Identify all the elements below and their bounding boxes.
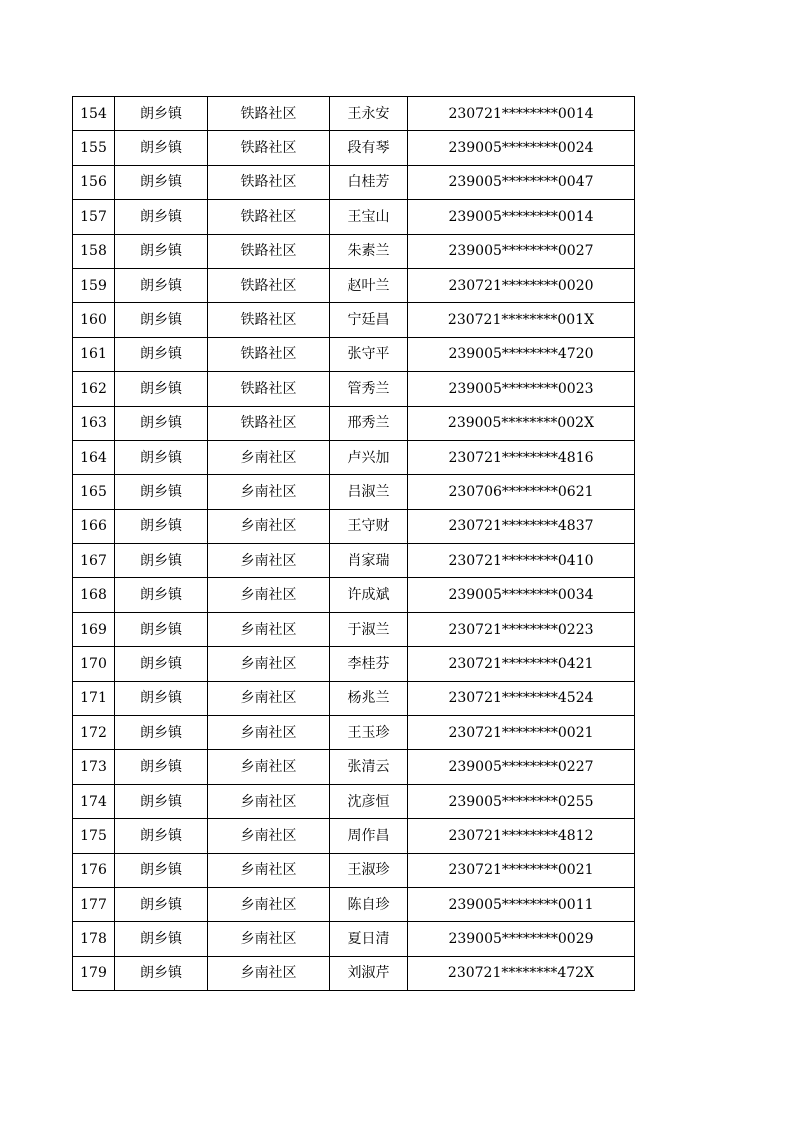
town-cell: 朗乡镇 bbox=[115, 612, 208, 646]
row-number-cell: 178 bbox=[73, 922, 115, 956]
person-name-cell: 夏日清 bbox=[330, 922, 408, 956]
row-number-cell: 160 bbox=[73, 303, 115, 337]
person-name-cell: 陈自珍 bbox=[330, 887, 408, 921]
community-cell: 乡南社区 bbox=[208, 819, 330, 853]
town-cell: 朗乡镇 bbox=[115, 681, 208, 715]
community-cell: 铁路社区 bbox=[208, 268, 330, 302]
id-number-cell: 230721********472X bbox=[408, 956, 635, 990]
town-cell: 朗乡镇 bbox=[115, 372, 208, 406]
id-number-cell: 239005********0024 bbox=[408, 131, 635, 165]
community-cell: 铁路社区 bbox=[208, 234, 330, 268]
table-row bbox=[73, 406, 635, 440]
table-row bbox=[73, 544, 635, 578]
community-cell: 乡南社区 bbox=[208, 509, 330, 543]
person-name-cell: 朱素兰 bbox=[330, 234, 408, 268]
table-row bbox=[73, 303, 635, 337]
community-cell: 乡南社区 bbox=[208, 887, 330, 921]
id-number-cell: 239005********0034 bbox=[408, 578, 635, 612]
id-number-cell: 230721********0014 bbox=[408, 97, 635, 131]
id-number-cell: 239005********0227 bbox=[408, 750, 635, 784]
person-name-cell: 邢秀兰 bbox=[330, 406, 408, 440]
person-name-cell: 王永安 bbox=[330, 97, 408, 131]
id-number-cell: 239005********4720 bbox=[408, 337, 635, 371]
table-row bbox=[73, 922, 635, 956]
row-number-cell: 156 bbox=[73, 165, 115, 199]
records-table bbox=[72, 96, 635, 991]
town-cell: 朗乡镇 bbox=[115, 234, 208, 268]
town-cell: 朗乡镇 bbox=[115, 200, 208, 234]
id-number-cell: 230721********4812 bbox=[408, 819, 635, 853]
town-cell: 朗乡镇 bbox=[115, 544, 208, 578]
community-cell: 乡南社区 bbox=[208, 716, 330, 750]
town-cell: 朗乡镇 bbox=[115, 956, 208, 990]
id-number-cell: 230721********0021 bbox=[408, 853, 635, 887]
table-row bbox=[73, 784, 635, 818]
person-name-cell: 赵叶兰 bbox=[330, 268, 408, 302]
community-cell: 铁路社区 bbox=[208, 337, 330, 371]
community-cell: 乡南社区 bbox=[208, 681, 330, 715]
table-row bbox=[73, 612, 635, 646]
table-row bbox=[73, 97, 635, 131]
person-name-cell: 杨兆兰 bbox=[330, 681, 408, 715]
person-name-cell: 肖家瑞 bbox=[330, 544, 408, 578]
community-cell: 乡南社区 bbox=[208, 784, 330, 818]
id-number-cell: 230721********001X bbox=[408, 303, 635, 337]
table-row bbox=[73, 268, 635, 302]
person-name-cell: 宁廷昌 bbox=[330, 303, 408, 337]
town-cell: 朗乡镇 bbox=[115, 578, 208, 612]
town-cell: 朗乡镇 bbox=[115, 303, 208, 337]
row-number-cell: 159 bbox=[73, 268, 115, 302]
id-number-cell: 239005********0047 bbox=[408, 165, 635, 199]
town-cell: 朗乡镇 bbox=[115, 853, 208, 887]
row-number-cell: 173 bbox=[73, 750, 115, 784]
id-number-cell: 239005********0029 bbox=[408, 922, 635, 956]
town-cell: 朗乡镇 bbox=[115, 268, 208, 302]
row-number-cell: 168 bbox=[73, 578, 115, 612]
table-row bbox=[73, 956, 635, 990]
id-number-cell: 239005********0255 bbox=[408, 784, 635, 818]
community-cell: 铁路社区 bbox=[208, 372, 330, 406]
town-cell: 朗乡镇 bbox=[115, 131, 208, 165]
community-cell: 乡南社区 bbox=[208, 922, 330, 956]
community-cell: 乡南社区 bbox=[208, 647, 330, 681]
id-number-cell: 239005********0027 bbox=[408, 234, 635, 268]
community-cell: 乡南社区 bbox=[208, 956, 330, 990]
person-name-cell: 王守财 bbox=[330, 509, 408, 543]
table-row bbox=[73, 165, 635, 199]
row-number-cell: 175 bbox=[73, 819, 115, 853]
community-cell: 乡南社区 bbox=[208, 750, 330, 784]
id-number-cell: 230721********0021 bbox=[408, 716, 635, 750]
table-row bbox=[73, 750, 635, 784]
row-number-cell: 155 bbox=[73, 131, 115, 165]
id-number-cell: 230721********0020 bbox=[408, 268, 635, 302]
id-number-cell: 239005********0011 bbox=[408, 887, 635, 921]
town-cell: 朗乡镇 bbox=[115, 716, 208, 750]
row-number-cell: 167 bbox=[73, 544, 115, 578]
person-name-cell: 周作昌 bbox=[330, 819, 408, 853]
id-number-cell: 230706********0621 bbox=[408, 475, 635, 509]
community-cell: 乡南社区 bbox=[208, 475, 330, 509]
table-row bbox=[73, 200, 635, 234]
town-cell: 朗乡镇 bbox=[115, 475, 208, 509]
row-number-cell: 154 bbox=[73, 97, 115, 131]
row-number-cell: 177 bbox=[73, 887, 115, 921]
table-row bbox=[73, 853, 635, 887]
table-row bbox=[73, 681, 635, 715]
community-cell: 铁路社区 bbox=[208, 406, 330, 440]
community-cell: 乡南社区 bbox=[208, 544, 330, 578]
table-row bbox=[73, 819, 635, 853]
id-number-cell: 239005********0023 bbox=[408, 372, 635, 406]
id-number-cell: 230721********4524 bbox=[408, 681, 635, 715]
town-cell: 朗乡镇 bbox=[115, 784, 208, 818]
community-cell: 铁路社区 bbox=[208, 97, 330, 131]
community-cell: 乡南社区 bbox=[208, 578, 330, 612]
table-row bbox=[73, 716, 635, 750]
row-number-cell: 165 bbox=[73, 475, 115, 509]
id-number-cell: 239005********002X bbox=[408, 406, 635, 440]
person-name-cell: 于淑兰 bbox=[330, 612, 408, 646]
person-name-cell: 刘淑芹 bbox=[330, 956, 408, 990]
person-name-cell: 管秀兰 bbox=[330, 372, 408, 406]
town-cell: 朗乡镇 bbox=[115, 922, 208, 956]
person-name-cell: 段有琴 bbox=[330, 131, 408, 165]
table-row bbox=[73, 372, 635, 406]
person-name-cell: 卢兴加 bbox=[330, 440, 408, 474]
person-name-cell: 许成斌 bbox=[330, 578, 408, 612]
table-row bbox=[73, 337, 635, 371]
row-number-cell: 176 bbox=[73, 853, 115, 887]
id-number-cell: 230721********0223 bbox=[408, 612, 635, 646]
town-cell: 朗乡镇 bbox=[115, 440, 208, 474]
community-cell: 乡南社区 bbox=[208, 440, 330, 474]
table-row bbox=[73, 131, 635, 165]
table-row bbox=[73, 578, 635, 612]
row-number-cell: 174 bbox=[73, 784, 115, 818]
person-name-cell: 王淑珍 bbox=[330, 853, 408, 887]
town-cell: 朗乡镇 bbox=[115, 819, 208, 853]
row-number-cell: 166 bbox=[73, 509, 115, 543]
id-number-cell: 230721********4837 bbox=[408, 509, 635, 543]
table-row bbox=[73, 647, 635, 681]
row-number-cell: 158 bbox=[73, 234, 115, 268]
records-table-body bbox=[73, 97, 635, 991]
row-number-cell: 172 bbox=[73, 716, 115, 750]
community-cell: 铁路社区 bbox=[208, 131, 330, 165]
row-number-cell: 170 bbox=[73, 647, 115, 681]
town-cell: 朗乡镇 bbox=[115, 97, 208, 131]
town-cell: 朗乡镇 bbox=[115, 337, 208, 371]
town-cell: 朗乡镇 bbox=[115, 647, 208, 681]
person-name-cell: 张清云 bbox=[330, 750, 408, 784]
id-number-cell: 230721********4816 bbox=[408, 440, 635, 474]
id-number-cell: 239005********0014 bbox=[408, 200, 635, 234]
person-name-cell: 王宝山 bbox=[330, 200, 408, 234]
row-number-cell: 161 bbox=[73, 337, 115, 371]
row-number-cell: 171 bbox=[73, 681, 115, 715]
row-number-cell: 162 bbox=[73, 372, 115, 406]
town-cell: 朗乡镇 bbox=[115, 165, 208, 199]
town-cell: 朗乡镇 bbox=[115, 750, 208, 784]
community-cell: 铁路社区 bbox=[208, 200, 330, 234]
row-number-cell: 169 bbox=[73, 612, 115, 646]
table-row bbox=[73, 509, 635, 543]
row-number-cell: 179 bbox=[73, 956, 115, 990]
person-name-cell: 吕淑兰 bbox=[330, 475, 408, 509]
community-cell: 乡南社区 bbox=[208, 853, 330, 887]
community-cell: 铁路社区 bbox=[208, 165, 330, 199]
community-cell: 乡南社区 bbox=[208, 612, 330, 646]
id-number-cell: 230721********0410 bbox=[408, 544, 635, 578]
person-name-cell: 王玉珍 bbox=[330, 716, 408, 750]
table-row bbox=[73, 887, 635, 921]
table-row bbox=[73, 475, 635, 509]
table-row bbox=[73, 234, 635, 268]
row-number-cell: 157 bbox=[73, 200, 115, 234]
person-name-cell: 白桂芳 bbox=[330, 165, 408, 199]
row-number-cell: 163 bbox=[73, 406, 115, 440]
person-name-cell: 张守平 bbox=[330, 337, 408, 371]
row-number-cell: 164 bbox=[73, 440, 115, 474]
town-cell: 朗乡镇 bbox=[115, 406, 208, 440]
town-cell: 朗乡镇 bbox=[115, 887, 208, 921]
id-number-cell: 230721********0421 bbox=[408, 647, 635, 681]
person-name-cell: 李桂芬 bbox=[330, 647, 408, 681]
community-cell: 铁路社区 bbox=[208, 303, 330, 337]
person-name-cell: 沈彦恒 bbox=[330, 784, 408, 818]
table-row bbox=[73, 440, 635, 474]
town-cell: 朗乡镇 bbox=[115, 509, 208, 543]
